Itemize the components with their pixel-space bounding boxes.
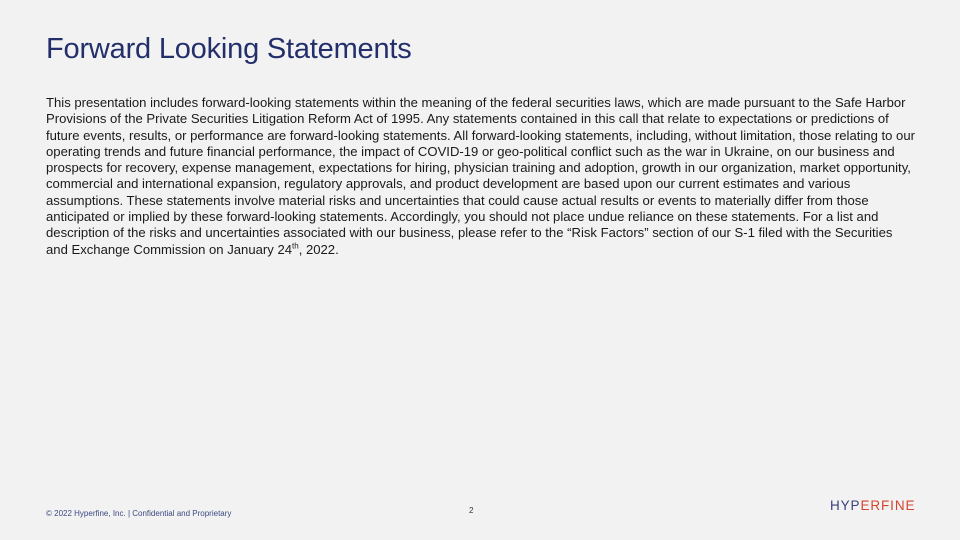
logo-text-part2: ERFINE [860,498,916,513]
body-text-main: This presentation includes forward-looking statements within the meaning of the federal securities laws, which are made pursuant to the Safe Harbor Provisions of the Private Securities Litigation Reform Act of 1995. Any statements contained in this call that relate to expectations or predictions of future events, results, or performance are forward-looking statements. All forward-looking statements, including, without limitation, those relating to our operating trends and future financial performance, the impact of COVID-19 or geo-political conflict such as the war in Ukraine, on our business and prospects for recovery, expense management, expectations for hiring, physician training and adoption, growth in our organization, market opportunity, commercial and international expansion, regulatory approvals, and product development are based upon our current estimates and various assumptions. These statements involve material risks and uncertainties that could cause actual results or events to materially differ from those anticipated or implied by these forward-looking statements. Accordingly, you should not place undue reliance on these statements. For a list and description of the risks and uncertainties associated with our business, please refer to the “Risk Factors” section of our S-1 filed with the Securities and Exchange Commission on January 24 [46,95,915,257]
hyperfine-logo [830,498,915,513]
forward-looking-statement-body [46,95,916,258]
logo-text-part1: HYP [830,498,861,513]
page-title: Forward Looking Statements [46,33,412,65]
footer-copyright: © 2022 Hyperfine, Inc. | Confidential and Proprietary [46,509,232,518]
page-number: 2 [469,506,474,515]
date-ordinal-superscript: th [292,241,299,251]
body-text-end: , 2022. [298,241,339,257]
